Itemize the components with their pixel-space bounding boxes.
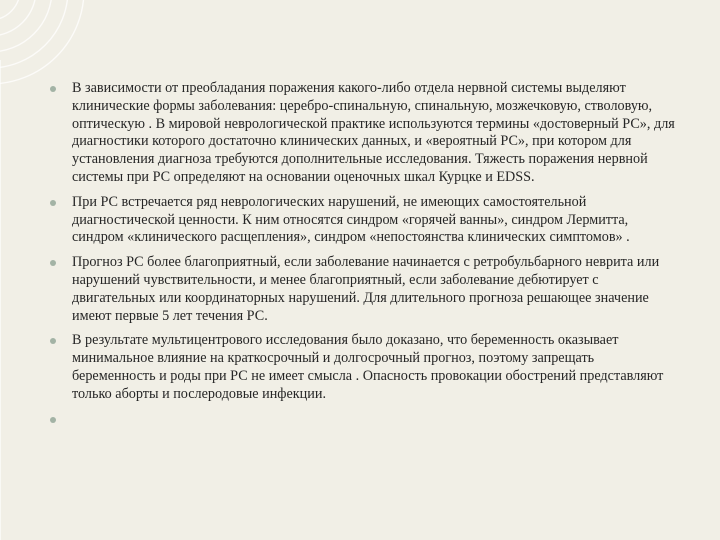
bullet-item-syndromes: [48, 194, 676, 247]
bullet-text: В зависимости от преобладания поражения какого-либо отдела нервной системы выделяют клинические формы заболевания: церебро-спинальную, спинальную, мозжечковую, стволовую, оптическую . В мировой неврологической практике используются термины «достоверный РС», для диагностики которого достаточно клинических данных, и «вероятный РС», при котором для установления диагноза требуются дополнительные исследования. Тяжесть поражения нервной системы при РС определяют на основании оценочных шкал Курцке и EDSS.: [72, 80, 675, 185]
bullet-text: Прогноз РС более благоприятный, если заболевание начинается с ретробульбарного неврита или нарушений чувствительности, и менее благоприятный, если заболевание дебютирует с двигательных или координаторных нарушений. Для длительного прогноза решающее значение имеют первые 5 лет течения РС.: [72, 254, 660, 324]
bullet-item-prognosis: [48, 254, 676, 325]
bullet-icon: [50, 417, 56, 423]
bullet-item-forms: [48, 80, 676, 187]
bullet-list: [48, 80, 676, 436]
bullet-text: В результате мультицентрового исследования было доказано, что беременность оказывает минимальное влияние на краткосрочный и долгосрочный прогноз, поэтому запрещать беременность и роды при РС не имеет смысла . Опасность провокации обострений представляют только аборты и послеродовые инфекции.: [72, 332, 664, 402]
bullet-icon: [50, 338, 56, 344]
bullet-item-empty: [48, 411, 676, 429]
bullet-text: При РС встречается ряд неврологических нарушений, не имеющих самостоятельной диагностической ценности. К ним относятся синдром «горячей ванны», синдром Лермитта, синдром «клинического расщепления», синдром «непостоянства клинических симптомов» .: [72, 193, 630, 246]
bullet-item-pregnancy: [48, 332, 676, 403]
bullet-icon: [50, 260, 56, 266]
bullet-icon: [50, 86, 56, 92]
decorative-rings: [0, 0, 84, 84]
bullet-icon: [50, 200, 56, 206]
